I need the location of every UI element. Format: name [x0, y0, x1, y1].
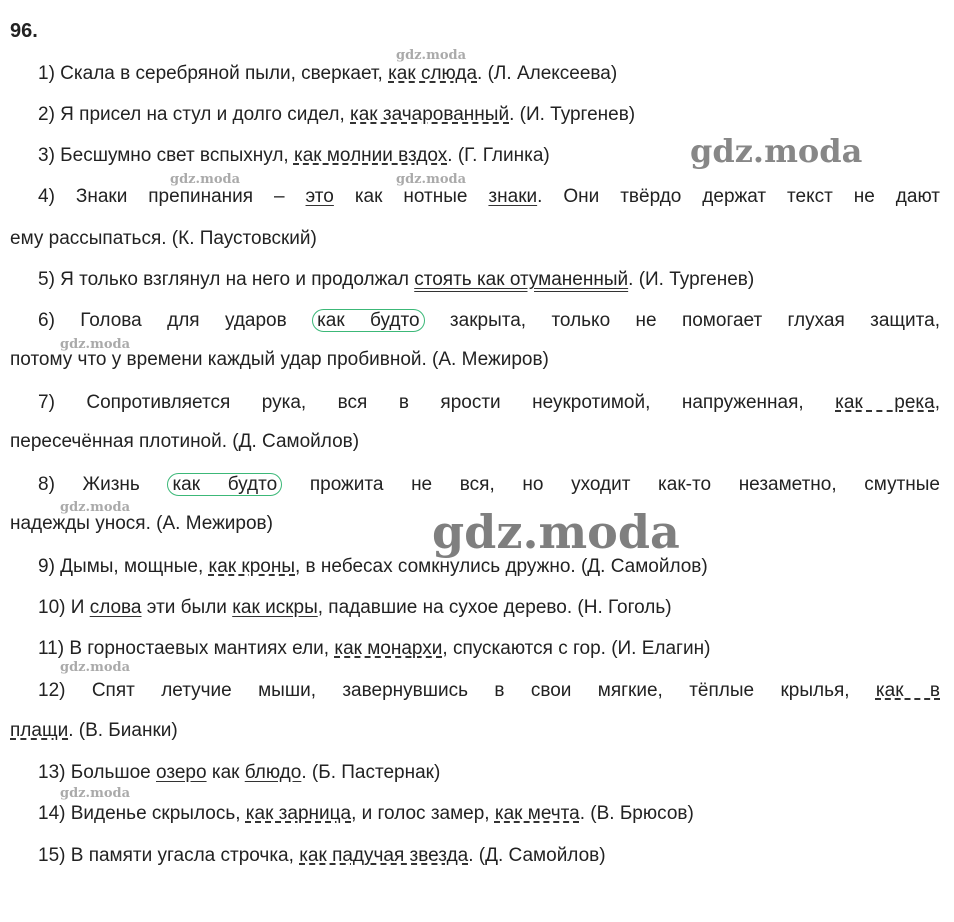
sentence-7: 7) Сопротивляется рука, вся в ярости неукротимой, напруженная, как река,: [38, 392, 940, 413]
watermark: gdz.moda: [396, 172, 467, 187]
watermark: gdz.moda: [60, 500, 131, 515]
watermark: gdz.moda: [170, 172, 241, 187]
conjunction-circled: как будто: [167, 473, 282, 496]
watermark: gdz.moda: [60, 660, 131, 675]
sentence-6-cont: потому что у времени каждый удар пробивной. (А. Межиров): [10, 349, 549, 370]
sentence-14: 14) Виденье скрылось, как зарница, и голос замер, как мечта. (В. Брюсов): [38, 803, 694, 824]
sentence-4-cont: ему рассыпаться. (К. Паустовский): [10, 228, 317, 249]
sentence-13: 13) Большое озеро как блюдо. (Б. Пастернак): [38, 762, 441, 783]
sentence-9: 9) Дымы, мощные, как кроны, в небесах сомкнулись дружно. (Д. Самойлов): [38, 556, 708, 577]
sentence-10: 10) И слова эти были как искры, падавшие на сухое дерево. (Н. Гоголь): [38, 597, 672, 618]
sentence-8: 8) Жизнь как будто прожита не вся, но уходит как-то незаметно, смутные: [38, 474, 940, 495]
exercise-number: 96.: [10, 20, 38, 42]
sentence-12: 12) Спят летучие мыши, завернувшись в свои мягкие, тёплые крылья, как в: [38, 680, 941, 701]
conjunction-circled: как будто: [312, 309, 424, 332]
sentence-4: 4) Знаки препинания – это как нотные знаки. Они твёрдо держат текст не дают: [38, 186, 940, 207]
sentence-8-cont: надежды унося. (А. Межиров): [10, 513, 273, 534]
watermark: gdz.moda: [432, 505, 680, 559]
watermark: gdz.moda: [690, 132, 863, 170]
sentence-2: 2) Я присел на стул и долго сидел, как зачарованный. (И. Тургенев): [38, 104, 636, 125]
sentence-3: 3) Бесшумно свет вспыхнул, как молнии вздох. (Г. Глинка): [38, 145, 550, 166]
sentence-6: 6) Голова для ударов как будто закрыта, только не помогает глухая защита,: [38, 310, 941, 331]
sentence-5: 5) Я только взглянул на него и продолжал стоять как отуманенный. (И. Тургенев): [38, 269, 755, 290]
sentence-12-cont: плащи. (В. Бианки): [10, 720, 178, 741]
sentence-1: 1) Скала в серебряной пыли, сверкает, как слюда. (Л. Алексеева): [38, 63, 618, 84]
watermark: gdz.moda: [60, 337, 131, 352]
sentence-15: 15) В памяти угасла строчка, как падучая звезда. (Д. Самойлов): [38, 845, 606, 866]
watermark: gdz.moda: [60, 786, 131, 801]
watermark: gdz.moda: [396, 48, 467, 63]
sentence-7-cont: пересечённая плотиной. (Д. Самойлов): [10, 431, 360, 452]
sentence-11: 11) В горностаевых мантиях ели, как монархи, спускаются с гор. (И. Елагин): [38, 638, 711, 659]
